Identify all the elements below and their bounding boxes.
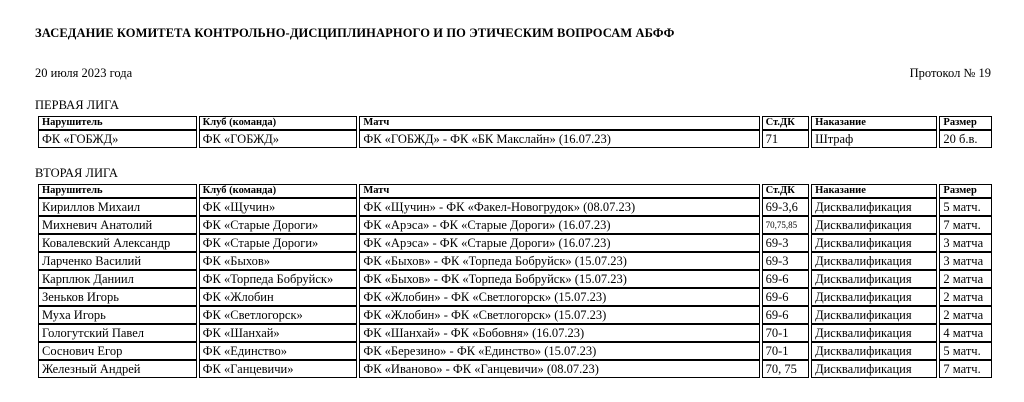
header-penalty: Наказание [811,116,937,130]
cell-article: 70, 75 [762,360,810,378]
cell-violator: Муха Игорь [38,306,197,324]
cell-article: 69-3,6 [762,198,810,216]
cell-club: ФК «Единство» [199,342,358,360]
table-row [38,130,992,148]
second-league-table [36,184,994,378]
cell-amount: 4 матча [939,324,992,342]
header-match: Матч [359,116,759,130]
cell-club: ФК «Светлогорск» [199,306,358,324]
header-article: Ст.ДК [762,184,810,198]
document-title: ЗАСЕДАНИЕ КОМИТЕТА КОНТРОЛЬНО-ДИСЦИПЛИНАРНОГО И ПО ЭТИЧЕСКИМ ВОПРОСАМ АБФФ [35,26,675,40]
cell-violator: Гологутский Павел [38,324,197,342]
table-row [38,360,992,378]
cell-match: ФК «Жлобин» - ФК «Светлогорск» (15.07.23) [359,306,759,324]
header-club: Клуб (команда) [199,184,358,198]
league-title-first: ПЕРВАЯ ЛИГА [35,98,120,112]
cell-amount: 20 б.в. [939,130,992,148]
cell-club: ФК «Жлобин [199,288,358,306]
protocol-number: Протокол № 19 [909,66,991,80]
cell-match: ФК «Арэса» - ФК «Старые Дороги» (16.07.23) [359,234,759,252]
cell-club: ФК «Старые Дороги» [199,234,358,252]
cell-violator: Железный Андрей [38,360,197,378]
cell-club: ФК «Торпеда Бобруйск» [199,270,358,288]
header-amount: Размер [939,116,992,130]
table-row [38,306,992,324]
cell-club: ФК «Быхов» [199,252,358,270]
cell-penalty: Дисквалификация [811,270,937,288]
cell-article: 70,75,85 [762,216,810,234]
cell-club: ФК «Ганцевичи» [199,360,358,378]
cell-amount: 2 матча [939,288,992,306]
table-header-row [38,116,992,130]
cell-match: ФК «Щучин» - ФК «Факел-Новогрудок» (08.07.23) [359,198,759,216]
cell-amount: 3 матча [939,252,992,270]
cell-article: 69-6 [762,288,810,306]
cell-violator: ФК «ГОБЖД» [38,130,197,148]
league-title-second: ВТОРАЯ ЛИГА [35,166,118,180]
cell-penalty: Дисквалификация [811,234,937,252]
cell-violator: Карплюк Даниил [38,270,197,288]
header-violator: Нарушитель [38,116,197,130]
cell-amount: 7 матч. [939,216,992,234]
table-row [38,324,992,342]
cell-penalty: Дисквалификация [811,306,937,324]
table-row [38,216,992,234]
cell-article: 69-6 [762,270,810,288]
cell-amount: 2 матча [939,306,992,324]
header-match: Матч [359,184,759,198]
cell-article: 71 [762,130,810,148]
header-violator: Нарушитель [38,184,197,198]
cell-article: 69-3 [762,234,810,252]
header-penalty: Наказание [811,184,937,198]
header-article: Ст.ДК [762,116,810,130]
cell-amount: 5 матч. [939,342,992,360]
cell-article: 70-1 [762,324,810,342]
cell-penalty: Дисквалификация [811,324,937,342]
cell-match: ФК «Шанхай» - ФК «Бобовня» (16.07.23) [359,324,759,342]
first-league-table [36,116,994,148]
cell-penalty: Дисквалификация [811,342,937,360]
cell-match: ФК «Быхов» - ФК «Торпеда Бобруйск» (15.07.23) [359,252,759,270]
cell-club: ФК «Щучин» [199,198,358,216]
cell-penalty: Штраф [811,130,937,148]
cell-penalty: Дисквалификация [811,360,937,378]
table-row [38,234,992,252]
table-row [38,288,992,306]
header-club: Клуб (команда) [199,116,358,130]
cell-amount: 2 матча [939,270,992,288]
cell-penalty: Дисквалификация [811,288,937,306]
cell-violator: Кириллов Михаил [38,198,197,216]
cell-penalty: Дисквалификация [811,252,937,270]
cell-violator: Михневич Анатолий [38,216,197,234]
table-row [38,270,992,288]
cell-article: 69-3 [762,252,810,270]
cell-match: ФК «Березино» - ФК «Единство» (15.07.23) [359,342,759,360]
cell-amount: 3 матча [939,234,992,252]
table-row [38,342,992,360]
table-row [38,252,992,270]
table-row [38,198,992,216]
cell-amount: 5 матч. [939,198,992,216]
cell-match: ФК «ГОБЖД» - ФК «БК Макслайн» (16.07.23) [359,130,759,148]
cell-match: ФК «Быхов» - ФК «Торпеда Бобруйск» (15.07.23) [359,270,759,288]
cell-penalty: Дисквалификация [811,216,937,234]
header-amount: Размер [939,184,992,198]
cell-club: ФК «ГОБЖД» [199,130,358,148]
cell-violator: Ларченко Василий [38,252,197,270]
cell-club: ФК «Шанхай» [199,324,358,342]
cell-amount: 7 матч. [939,360,992,378]
cell-match: ФК «Арэса» - ФК «Старые Дороги» (16.07.23) [359,216,759,234]
cell-match: ФК «Жлобин» - ФК «Светлогорск» (15.07.23) [359,288,759,306]
cell-penalty: Дисквалификация [811,198,937,216]
cell-violator: Соснович Егор [38,342,197,360]
cell-violator: Зеньков Игорь [38,288,197,306]
cell-match: ФК «Иваново» - ФК «Ганцевичи» (08.07.23) [359,360,759,378]
meeting-date: 20 июля 2023 года [35,66,133,80]
cell-article: 69-6 [762,306,810,324]
cell-article: 70-1 [762,342,810,360]
cell-club: ФК «Старые Дороги» [199,216,358,234]
table-header-row [38,184,992,198]
cell-violator: Ковалевский Александр [38,234,197,252]
